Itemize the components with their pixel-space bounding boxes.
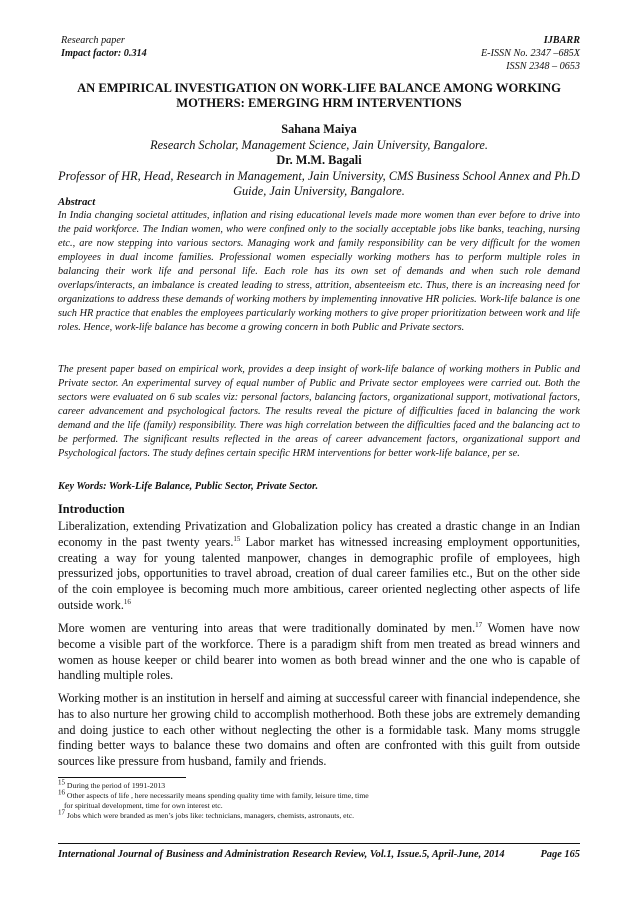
author-1-affiliation: Research Scholar, Management Science, Jain University, Bangalore.: [150, 137, 488, 152]
title-line-1: AN EMPIRICAL INVESTIGATION ON WORK-LIFE BALANCE AMONG WORKING: [77, 81, 561, 95]
header-right: [481, 34, 580, 73]
keywords: Key Words: Work-Life Balance, Public Sector, Private Sector.: [58, 481, 319, 492]
journal-citation: International Journal of Business and Administration Research Review, Vol.1, Issue.5, April-June, 2014: [58, 849, 505, 860]
e-issn: E-ISSN No. 2347 –685X: [480, 48, 580, 59]
intro-p2-text-a: More women are venturing into areas that were traditionally dominated by men.: [58, 621, 476, 635]
footnote-16: [58, 788, 580, 801]
footnote-ref-16[interactable]: 16: [123, 597, 131, 606]
author-2-affiliation: Professor of HR, Head, Research in Management, Jain University, CMS Business School Annex and Ph.D Guide, Jain University, Bangalore.: [58, 168, 580, 199]
footnotes: [58, 778, 580, 821]
footnote-text: During the period of 1991-2013: [65, 781, 166, 790]
abstract-heading: Abstract: [58, 196, 96, 208]
footnote-num: 17: [58, 808, 65, 817]
intro-paragraph-3: Working mother is an institution in herself and aiming at successful career with financial independence, she has to also nurture her growing child to accomplish motherhood. Both these jobs are extremely demanding and doing justice to each other without neglecting the other is a formidable task. Many moms struggle finding better ways to balance these two domains and often are confronted with this guilt from outside sources like pressure from husband, family and friends.: [58, 691, 580, 769]
abstract-section: [58, 195, 580, 335]
author-2-name: Dr. M.M. Bagali: [276, 153, 362, 168]
paper-type: Research paper: [61, 35, 125, 46]
abstract-paragraph-2: The present paper based on empirical work, provides a deep insight of work-life balance of working mothers in Public and Private sector. An experimental survey of equal number of Public and Private sector employees were carried out. Both the sectors were evaluated on 6 sub scales viz: personal factors, balancing factors, organizational support, motivational factors, career advancement and psychological factors. The results reveal the picture of difficulties faced in balancing the work demand and the life (family) responsibility. There was high correlation between the difficulties faced and the balancing act to be performed. The significant results reflected in the areas of career advancement factors, organizational support and Psychological factors. The study defines certain specific HRM interventions for better work-life balance, per se.: [58, 364, 580, 459]
footnote-num: 15: [58, 778, 65, 787]
footnote-17: [58, 808, 580, 821]
author-1-name: Sahana Maiya: [281, 122, 357, 136]
paper-title: [58, 81, 580, 111]
footnote-15: [58, 778, 580, 791]
abstract-paragraph-1: In India changing societal attitudes, inflation and rising educational levels made more women than ever before to drive into the paid workforce. The Indian women, who were confined only to the socially acceptable jobs like banks, teaching, nursing etc., are now stepping into various sectors. Managing work and family responsibility can be very difficult for the women employees in dual income families. Professional women especially working mothers has to perform multiple roles in balancing their work life and personal life. Each role has its own set of demands and when such role demand overlaps/interacts, an imbalance is created leading to stress, attrition, absenteeism etc. Thus, there is an increasing need for organizations to address these demands of working mothers by implementing innovative HR policies. Work-life balance is one such HR practice that enables the employees particularly working mothers to give proper prioritization between work and life roles. Hence, work-life balance has become a growing concern in both Public and Private sectors.: [58, 210, 580, 333]
intro-paragraph-2: [58, 621, 580, 684]
author-block: [58, 122, 580, 200]
page-footer: [58, 848, 580, 861]
footnote-text: Other aspects of life , here necessarily means spending quality time with family, leisure time, time: [65, 791, 369, 801]
intro-paragraph-1: [58, 519, 580, 614]
page-number: Page 165: [540, 849, 580, 860]
impact-factor: Impact factor: 0.314: [61, 48, 147, 59]
footnote-divider: [58, 777, 186, 778]
intro-p1-text-b: Labor market has witnessed increasing employment opportunities, creating a way for young talented manpower, changes in demographic profile of employees, high pressurized jobs, opportunities to travel abroad, creation of dual career families etc., But on the other side of the coin employee is becoming much more ambitious, career oriented neglecting other aspects of life outside work.: [58, 534, 580, 612]
intro-p2-text-b: Women have now become a visible part of the workforce. There is a paradigm shift from men treated as bread winners and women as house keeper or child bearer into women as both bread winner and the one who is capable of handling multiple roles.: [58, 621, 580, 683]
title-line-2: MOTHERS: EMERGING HRM INTERVENTIONS: [176, 96, 462, 110]
header-left: [61, 34, 147, 60]
footnote-ref-15[interactable]: 15: [233, 534, 241, 543]
footnote-text: Jobs which were branded as men’s jobs like: technicians, managers, chemists, astronauts, etc.: [65, 811, 355, 821]
journal-code: IJBARR: [543, 35, 580, 46]
footer-divider: [58, 843, 580, 844]
footnote-16-cont: for spiritual development, time for own interest etc.: [64, 801, 223, 811]
intro-p1-text-a: Liberalization, extending Privatization and Globalization policy has created a drastic change in an Indian economy in the past twenty years.: [58, 519, 580, 549]
issn: ISSN 2348 – 0653: [506, 61, 580, 72]
footnote-num: 16: [58, 788, 65, 797]
introduction-heading: Introduction: [58, 502, 125, 516]
footnote-ref-17[interactable]: 17: [475, 620, 483, 629]
